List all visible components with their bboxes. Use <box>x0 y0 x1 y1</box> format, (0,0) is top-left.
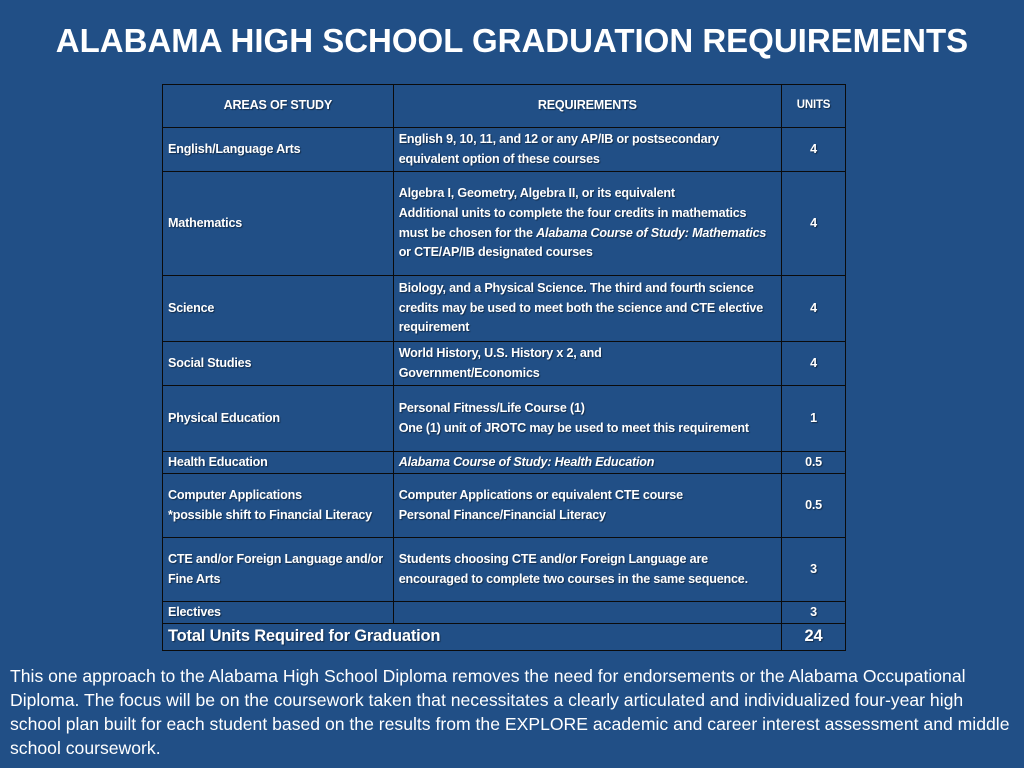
requirement-text: Biology, and a Physical Science. The third and fourth science credits may be used to meet both the science and CTE elective requirement <box>398 280 764 335</box>
table-row <box>163 602 846 624</box>
area-of-study-cell <box>163 128 394 172</box>
requirement-course-title: Alabama Course of Study: Mathematics <box>536 225 767 240</box>
area-of-study-text: Electives <box>168 604 221 619</box>
units-cell: 0.5 <box>782 452 846 474</box>
requirements-cell <box>393 602 781 624</box>
requirement-text: Personal Fitness/Life Course (1) <box>398 400 585 415</box>
units-cell: 0.5 <box>782 474 846 538</box>
area-of-study-cell <box>163 276 394 342</box>
requirement-line <box>399 486 776 506</box>
requirement-line <box>399 550 776 590</box>
description-text: This one approach to the Alabama High School Diploma removes the need for endorsements or the Alabama Occupational Diploma. The focus will be on the coursework taken that necessitates a clearly articulated and individualized four-year high school plan built for each student based on the results from the EXPLORE academic and career interest assessment and middle school coursework. <box>10 666 1010 758</box>
units-cell: 3 <box>782 602 846 624</box>
requirement-text: Personal Finance/Financial Literacy <box>398 507 606 522</box>
page-title: ALABAMA HIGH SCHOOL GRADUATION REQUIREMENTS <box>55 22 969 59</box>
requirement-line <box>399 364 776 384</box>
units-cell: 4 <box>782 276 846 342</box>
column-header-requirements: REQUIREMENTS <box>393 85 781 128</box>
requirement-text: Students choosing CTE and/or Foreign Language are encouraged to complete two courses in the same sequence. <box>398 551 748 586</box>
requirements-cell <box>393 474 781 538</box>
requirement-text: One (1) unit of JROTC may be used to meet this requirement <box>398 420 749 435</box>
total-row <box>163 624 846 651</box>
requirements-cell <box>393 172 781 276</box>
area-of-study-text: CTE and/or Foreign Language and/or Fine Arts <box>168 551 383 586</box>
requirements-cell <box>393 386 781 452</box>
requirements-cell <box>393 452 781 474</box>
requirement-text: or CTE/AP/IB designated courses <box>398 245 593 260</box>
table-row <box>163 342 846 386</box>
requirement-line <box>399 453 776 473</box>
total-label: Total Units Required for Graduation <box>163 624 782 651</box>
requirement-text: Computer Applications or equivalent CTE course <box>398 487 683 502</box>
requirement-line <box>399 204 776 263</box>
table-header-row <box>163 85 846 128</box>
requirements-table <box>162 84 846 651</box>
column-header-areas: AREAS OF STUDY <box>163 85 394 128</box>
requirements-cell <box>393 128 781 172</box>
units-cell: 4 <box>782 172 846 276</box>
requirement-text: World History, U.S. History x 2, and <box>398 345 602 360</box>
table-row <box>163 276 846 342</box>
requirement-line <box>399 344 776 364</box>
requirement-line <box>399 184 776 204</box>
area-of-study-cell <box>163 342 394 386</box>
table-row <box>163 452 846 474</box>
column-header-units: UNITS <box>782 85 846 128</box>
units-cell: 4 <box>782 128 846 172</box>
requirement-line <box>399 419 776 439</box>
area-of-study-text: Science <box>168 300 215 315</box>
area-of-study-text: English/Language Arts <box>168 141 301 156</box>
area-of-study-cell <box>163 538 394 602</box>
area-of-study-text: Physical Education <box>168 410 280 425</box>
units-cell: 1 <box>782 386 846 452</box>
table-row <box>163 386 846 452</box>
table-row <box>163 128 846 172</box>
area-of-study-text: Social Studies <box>168 355 252 370</box>
table-row <box>163 172 846 276</box>
area-of-study-cell <box>163 386 394 452</box>
table-row <box>163 474 846 538</box>
area-of-study-cell <box>163 452 394 474</box>
area-of-study-text: Health Education <box>168 454 268 469</box>
requirement-text: Government/Economics <box>398 365 540 380</box>
area-of-study-cell <box>163 602 394 624</box>
area-of-study-text: Computer Applications <box>168 487 302 502</box>
total-units: 24 <box>782 624 846 651</box>
requirement-line <box>399 279 776 338</box>
units-cell: 3 <box>782 538 846 602</box>
requirement-text: Additional units to complete the four credits in mathematics must be chosen for the <box>398 205 747 240</box>
requirements-cell <box>393 276 781 342</box>
area-of-study-text: *possible shift to Financial Literacy <box>168 507 372 522</box>
requirements-cell <box>393 538 781 602</box>
requirement-line <box>399 506 776 526</box>
requirement-course-title: Alabama Course of Study: Health Education <box>398 454 655 469</box>
requirement-text: Algebra I, Geometry, Algebra II, or its equivalent <box>398 185 675 200</box>
area-of-study-cell <box>163 474 394 538</box>
area-of-study-text: Mathematics <box>168 215 243 230</box>
requirement-line <box>399 130 776 170</box>
table-row <box>163 538 846 602</box>
requirements-cell <box>393 342 781 386</box>
requirement-line <box>399 399 776 419</box>
area-of-study-cell <box>163 172 394 276</box>
table-body <box>163 128 846 651</box>
requirement-text: English 9, 10, 11, and 12 or any AP/IB or postsecondary equivalent option of these courses <box>398 131 719 166</box>
units-cell: 4 <box>782 342 846 386</box>
